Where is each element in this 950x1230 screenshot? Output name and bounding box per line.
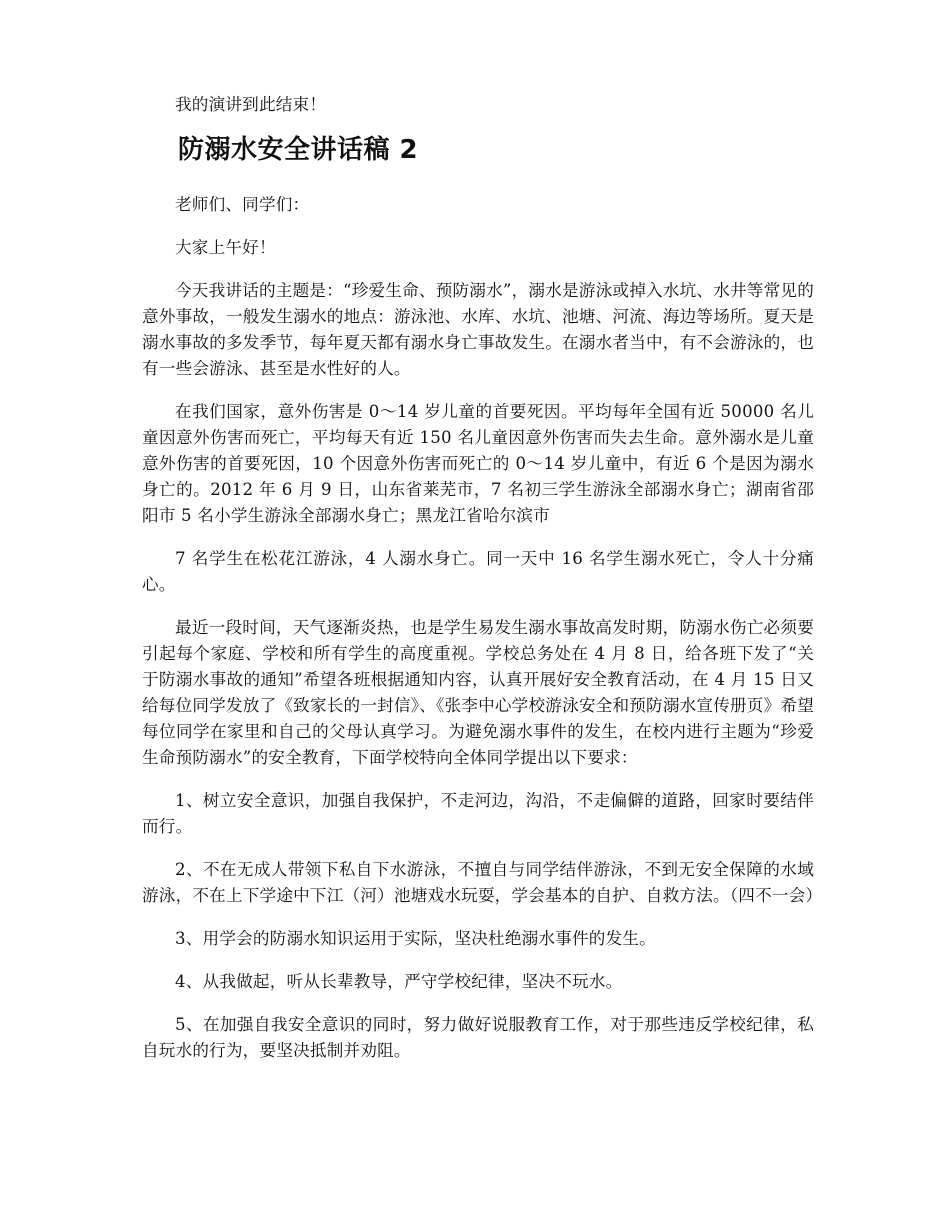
requirement-item-5: 5、在加强自我安全意识的同时，努力做好说服教育工作，对于那些违反学校纪律，私自玩水的行为，要坚决抵制并劝阻。 xyxy=(142,1015,814,1060)
requirement-item-4: 4、从我做起，听从长辈教导，严守学校纪律，坚决不玩水。 xyxy=(175,972,623,991)
document-body xyxy=(142,92,823,1081)
requirement-item-2: 2、不在无成人带领下私自下水游泳，不擅自与同学结伴游泳，不到无安全保障的水域游泳，不在上下学途中下江（河）池塘戏水玩耍，学会基本的自护、自救方法。（四不一会） xyxy=(142,860,823,905)
closing-line: 我的演讲到此结束！ xyxy=(175,95,327,114)
requirement-item-1: 1、树立安全意识，加强自我保护，不走河边，沟沿，不走偏僻的道路，回家时要结伴而行。 xyxy=(142,791,814,836)
salutation: 老师们、同学们： xyxy=(175,195,310,214)
requirement-item-3: 3、用学会的防溺水知识运用于实际，坚决杜绝溺水事件的发生。 xyxy=(175,929,656,948)
paragraph-statistics: 在我们国家，意外伤害是 0～14 岁儿童的首要死因。平均每年全国有近 50000 名儿童因意外伤害而死亡，平均每天有近 150 名儿童因意外伤害而失去生命。意外溺水是儿童意外伤害的首要死因，10 个因意外伤害而死亡的 0～14 岁儿童中，有近 6 个是因为溺水身亡的。2012 年 6 月 9 日，山东省莱芜市，7 名初三学生游泳全部溺水身亡；湖南省邵阳市 5 名小学生游泳全部溺水身亡；黑龙江省哈尔滨市 xyxy=(142,402,814,525)
document-title: 防溺水安全讲话稿 2 xyxy=(178,135,419,165)
paragraph-harbin: 7 名学生在松花江游泳，4 人溺水身亡。同一天中 16 名学生溺水死亡，令人十分痛心。 xyxy=(142,549,814,594)
greeting: 大家上午好！ xyxy=(175,238,276,257)
paragraph-theme: 今天我讲话的主题是：“珍爱生命、预防溺水”，溺水是游泳或掉入水坑、水井等常见的意外事故，一般发生溺水的地点：游泳池、水库、水坑、池塘、河流、海边等场所。夏天是溺水事故的多发季节，每年夏天都有溺水身亡事故发生。在溺水者当中，有不会游泳的，也有一些会游泳、甚至是水性好的人。 xyxy=(142,281,814,378)
paragraph-school-actions: 最近一段时间，天气逐渐炎热，也是学生易发生溺水事故高发时期，防溺水伤亡必须要引起每个家庭、学校和所有学生的高度重视。学校总务处在 4 月 8 日，给各班下发了“关于防溺水事故的通知”希望各班根据通知内容，认真开展好安全教育活动，在 4 月 15 日又给每位同学发放了《致家长的一封信》、《张李中心学校游泳安全和预防溺水宣传册页》希望每位同学在家里和自己的父母认真学习。为避免溺水事件的发生，在校内进行主题为“珍爱生命预防溺水”的安全教育，下面学校特向全体同学提出以下要求： xyxy=(142,618,814,767)
